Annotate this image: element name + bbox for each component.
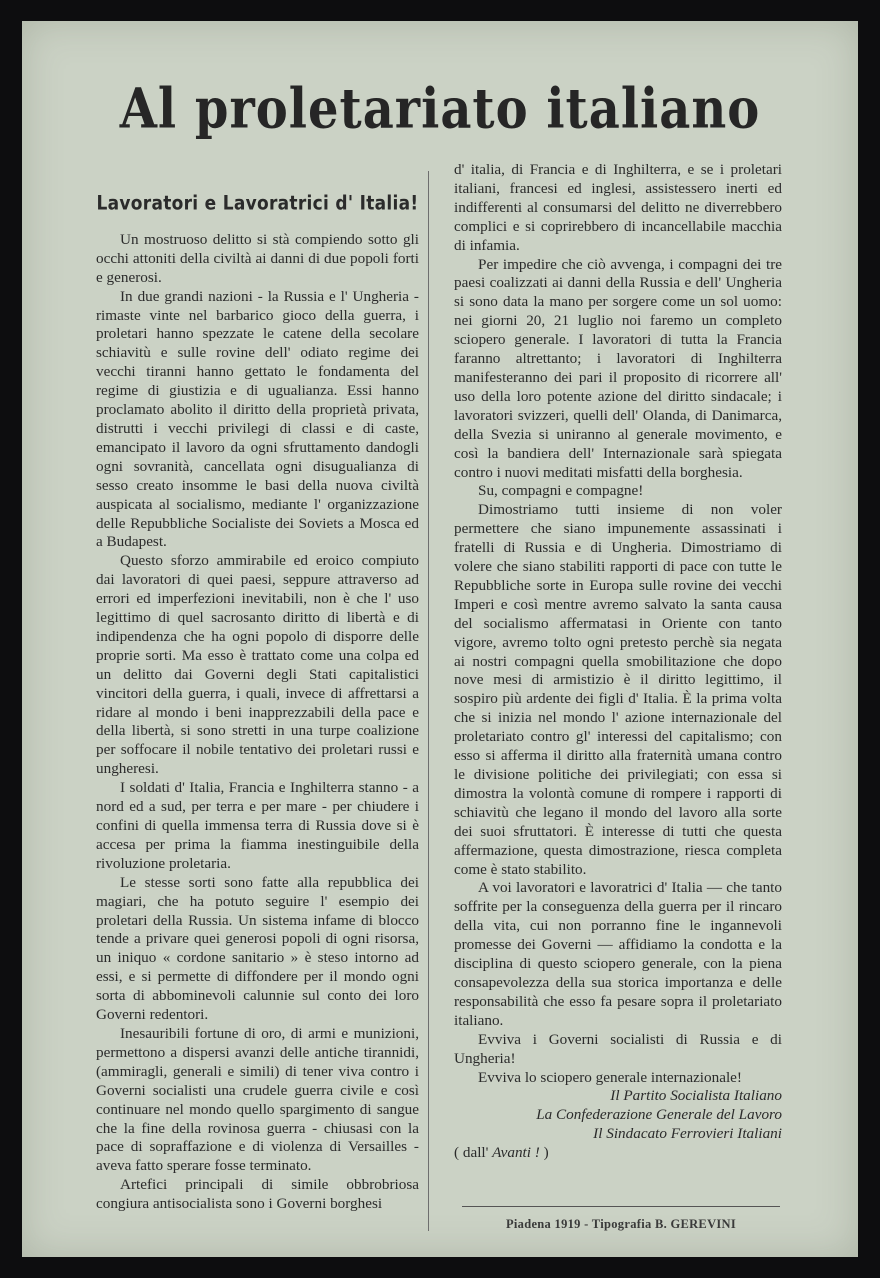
footer-rule <box>462 1206 780 1207</box>
paragraph: d' italia, di Francia e di Inghilterra, e se i proletari italiani, francesi ed inglesi, assistessero inerti ed indifferenti al consumarsi del delitto ne diverrebbero complici e si coprirebbero di incancellabile macchia di infamia. <box>454 161 782 254</box>
paragraph: Le stesse sorti sono fatte alla repubblica dei magiari, che ha potuto seguire l' esempio dei proletari della Russia. Un sistema infame di blocco tende a privare quei generosi popoli di ogni risorsa, un iniquo « cordone sanitario » è steso intorno ad essi, e si permette di diffondere per il mondo ogni sorta di abbominevoli calunnie sul conto dei loro Governi redentori. <box>96 873 419 1024</box>
signature-cgl: La Confederazione Generale del Lavoro <box>536 1106 782 1124</box>
paragraph: Questo sforzo ammirabile ed eroico compiuto dai lavoratori di quei paesi, seppure attraverso ad errori ed imperfezioni inevitabili, non è che l' uso legittimo di quel sacrosanto diritto di libertà e di indipendenza che ha ogni popolo di disporre delle proprie sorti. Ma esso è trattato come una colpa ed un delitto dai Governi degli Stati capitalistici vincitori della guerra, i quali, invece di affrettarsi a ridare al mondo i beni inapprezzabili della pace e della libertà, si sono stretti in una turpe coalizione per soffocare il nobile tentativo dei proletari russi e ungheresi. <box>96 552 419 778</box>
paragraph: Artefici principali di simile obbrobriosa congiura antisocialista sono i Governi borghesi <box>96 1176 419 1213</box>
subheading: Lavoratori e Lavoratrici d' Italia! <box>96 192 419 216</box>
signature-psi: Il Partito Socialista Italiano <box>610 1087 782 1105</box>
left-column <box>96 161 419 1214</box>
source-suffix: ) <box>543 1144 549 1162</box>
source-name: Avanti ! <box>492 1144 540 1162</box>
column-divider <box>428 171 429 1231</box>
paragraph: Evviva i Governi socialisti di Russia e di Ungheria! <box>454 1030 782 1067</box>
paragraph: Un mostruoso delitto si stà compiendo sotto gli occhi attoniti della civiltà ai danni di due popoli forti e generosi. <box>96 230 419 286</box>
paragraph: Per impedire che ciò avvenga, i compagni dei tre paesi coalizzati ai danni della Russia e dell' Ungheria si sono data la mano per sorgere come un sol uomo: nei giorni 20, 21 luglio noi faremo un completo sciopero generale. I lavoratori di tutta la Francia faranno altrettanto; i lavoratori di Inghilterra manifesteranno dei pari il proposito di ricorrere all' uso della loro potente azione del diritto sindacale; i lavoratori svizzeri, quelli dell' Olanda, di Danimarca, della Svezia si uniranno al generale movimento, e così la bandiera dell' Internazionale sarà spiegata contro i nuovi meditati misfatti della borghesia. <box>454 255 782 481</box>
paragraph: Dimostriamo tutti insieme di non voler permettere che siano impunemente assassinati i fratelli di Russia e di Ungheria. Dimostriamo di volere che siano stabiliti rapporti di pace con tutte le Repubbliche sorte in Europa sulle rovine dei vecchi Imperi e così mentre avremo salvato la santa causa del socialismo affermatasi in Oriente con tanto vigore, avremo tolto ogni pretesto perchè sia negata ai nostri compagni quella smobilitazione che dopo nove mesi di armistizio è il diritto legittimo, il sospiro più ardente dei figli d' Italia. È la prima volta che si inizia nel mondo l' azione internazionale del proletariato contro gl' interessi del capitalismo; con esso si afferma il diritto alla fraternità umana contro le divisione politiche dei privilegiati; con essa si dimostra la volontà comune di rompere i rapporti di schiavitù che legano il mondo del lavoro alla sorte dei suoi sfruttatori. È interesse di tutti che questa affermazione, questa dimostrazione, riesca completa come è stato stabilito. <box>454 501 782 878</box>
right-column <box>454 161 782 1163</box>
signature-sfi: Il Sindacato Ferrovieri Italiani <box>593 1125 782 1143</box>
paragraph: I soldati d' Italia, Francia e Inghilterra stanno - a nord ed a sud, per terra e per mare - per chiudere i confini di quella immensa terra di Russia dove si è accesa per prima la fiamma inestinguibile della rivoluzione proletaria. <box>96 779 419 872</box>
source-prefix: ( dall' <box>454 1144 489 1162</box>
paragraph: A voi lavoratori e lavoratrici d' Italia — che tanto soffrite per la conseguenza della guerra per il rincaro della vita, cui non porranno fine le ingannevoli promesse dei Governi — affidiamo la condotta e la disciplina di questo sciopero generale, con la piena consapevolezza della sua storica importanza e delle responsabilità che esso fa pesare sopra il proletariato italiano. <box>454 879 782 1029</box>
paragraph: Inesauribili fortune di oro, di armi e munizioni, permettono a dispersi avanzi delle antiche tirannidi, (ammiragli, generali e simili) di tener viva contro i Governi socialisti una crudele guerra civile e così continuare nel mondo quello spargimento di sangue che la fine della rovinosa guerra - chiusasi con la pace di sopraffazione e di violenza di Versailles - aveva fatto sperare fosse terminato. <box>96 1024 419 1175</box>
paragraph: In due grandi nazioni - la Russia e l' Ungheria - rimaste vinte nel barbarico gioco della guerra, i proletari hanno spezzate le catene della secolare schiavitù e sulle rovine dell' odiato regime dei vecchi tiranni hanno gettato le fondamenta del regime di giustizia e di ugualianza. Essi hanno proclamato abolito il diritto della proprietà privata, distrutti i vecchi privilegi di classi e di caste, emancipato il lavoro da ogni sfruttamento dandogli ogni sovranità, cancellata ogni disugualianza di sesso creato insomme le basi della nuova civiltà auspicata al socialismo, mediante l' organizzazione delle Repubbliche Socialiste dei Soviets a Mosca ed a Budapest. <box>96 287 419 551</box>
paragraph: Evviva lo sciopero generale internazionale! <box>478 1068 742 1086</box>
printer-imprint: Piadena 1919 - Tipografia B. GEREVINI <box>505 1217 737 1231</box>
poster-sheet <box>22 21 858 1257</box>
paragraph: Su, compagni e compagne! <box>478 482 644 500</box>
poster-title: Al proletariato italiano <box>119 76 761 142</box>
source-note <box>454 1144 782 1163</box>
